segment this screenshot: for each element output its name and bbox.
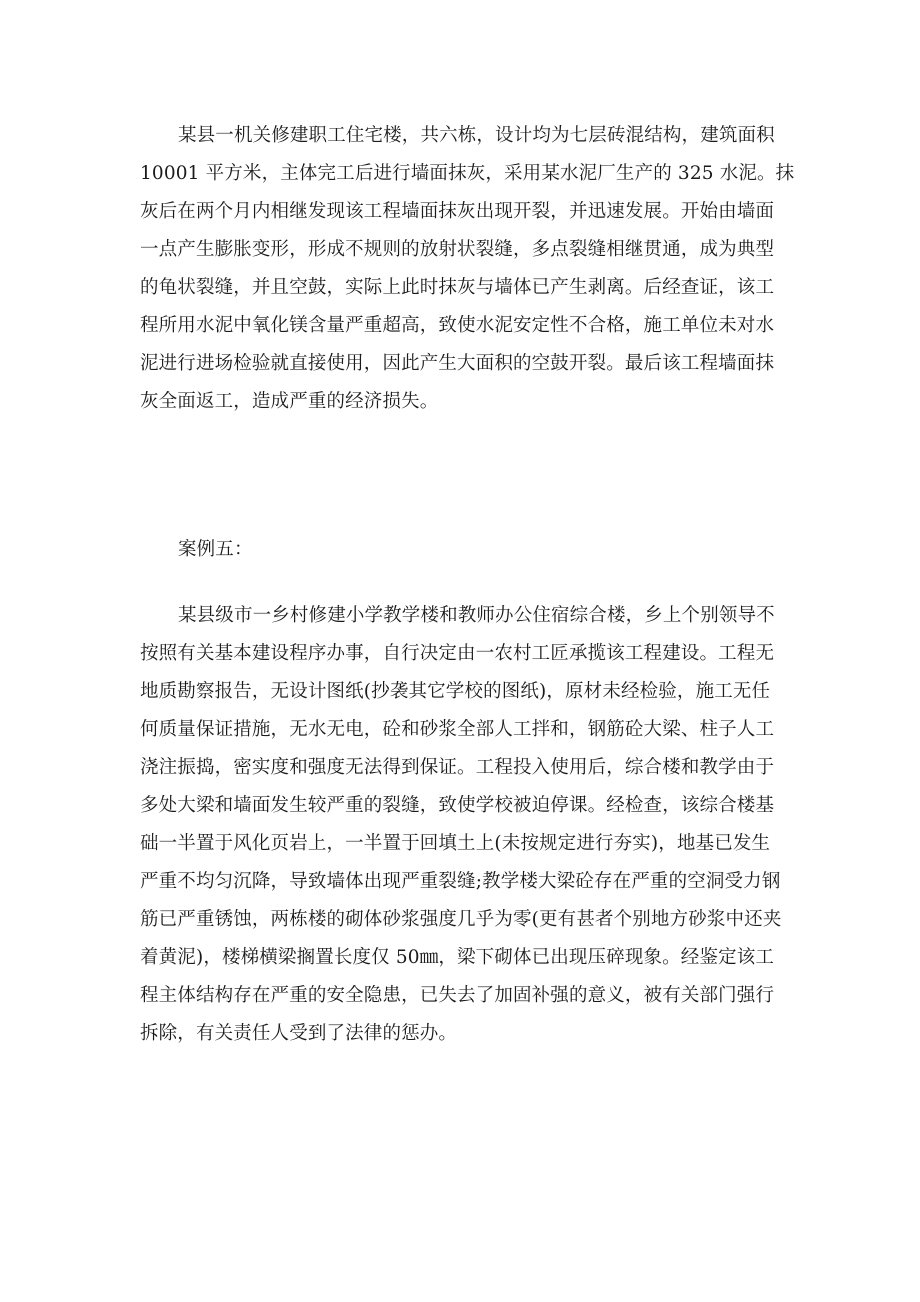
paragraph-line: 筋已严重锈蚀，两栋楼的砌体砂浆强度几乎为零(更有甚者个别地方砂浆中还夹 bbox=[140, 909, 782, 930]
paragraph-line: 着黄泥)，楼梯横梁搁置长度仅 50㎜，梁下砌体已出现压碎现象。经鉴定该工 bbox=[140, 947, 775, 968]
paragraph-case-4-description bbox=[140, 117, 795, 421]
paragraph-line: 按照有关基本建设程序办事，自行决定由一农村工匠承揽该工程建设。工程无 bbox=[140, 643, 775, 664]
paragraph-line: 泥进行进场检验就直接使用，因此产生大面积的空鼓开裂。最后该工程墙面抹 bbox=[140, 353, 775, 374]
paragraph-line: 拆除，有关责任人受到了法律的惩办。 bbox=[140, 1023, 458, 1044]
paragraph-line: 多处大梁和墙面发生较严重的裂缝，致使学校被迫停课。经检查，该综合楼基 bbox=[140, 795, 775, 816]
paragraph-line: 程所用水泥中氧化镁含量严重超高，致使水泥安定性不合格，施工单位未对水 bbox=[140, 315, 775, 336]
paragraph-line: 的龟状裂缝，并且空鼓，实际上此时抹灰与墙体已产生剥离。后经查证，该工 bbox=[140, 277, 775, 298]
paragraph-line: 程主体结构存在严重的安全隐患，已失去了加固补强的意义，被有关部门强行 bbox=[140, 985, 775, 1006]
paragraph-line: 10001 平方米，主体完工后进行墙面抹灰，采用某水泥厂生产的 325 水泥。抹 bbox=[140, 163, 795, 184]
paragraph-line: 何质量保证措施，无水无电，砼和砂浆全部人工拌和，钢筋砼大梁、柱子人工 bbox=[140, 719, 775, 740]
paragraph-line: 灰后在两个月内相继发现该工程墙面抹灰出现开裂，并迅速发展。开始由墙面 bbox=[140, 201, 775, 222]
paragraph-line: 严重不均匀沉降，导致墙体出现严重裂缝;教学楼大梁砼存在严重的空洞受力钢 bbox=[140, 871, 781, 892]
paragraph-line: 浇注振捣，密实度和强度无法得到保证。工程投入使用后，综合楼和教学由于 bbox=[140, 757, 775, 778]
paragraph-line: 灰全面返工，造成严重的经济损失。 bbox=[140, 391, 439, 412]
paragraph-line: 础一半置于风化页岩上，一半置于回填土上(未按规定进行夯实)，地基已发生 bbox=[140, 833, 771, 854]
section-heading bbox=[140, 531, 790, 569]
heading-case-5: 案例五： bbox=[178, 539, 253, 560]
paragraph-line: 某县一机关修建职工住宅楼，共六栋，设计均为七层砖混结构，建筑面积 bbox=[178, 125, 775, 146]
paragraph-case-5-description bbox=[140, 597, 790, 1053]
paragraph-line: 一点产生膨胀变形，形成不规则的放射状裂缝，多点裂缝相继贯通，成为典型 bbox=[140, 239, 775, 260]
paragraph-line: 地质勘察报告，无设计图纸(抄袭其它学校的图纸)，原材未经检验，施工无任 bbox=[140, 681, 771, 702]
paragraph-line: 某县级市一乡村修建小学教学楼和教师办公住宿综合楼，乡上个别领导不 bbox=[178, 605, 775, 626]
